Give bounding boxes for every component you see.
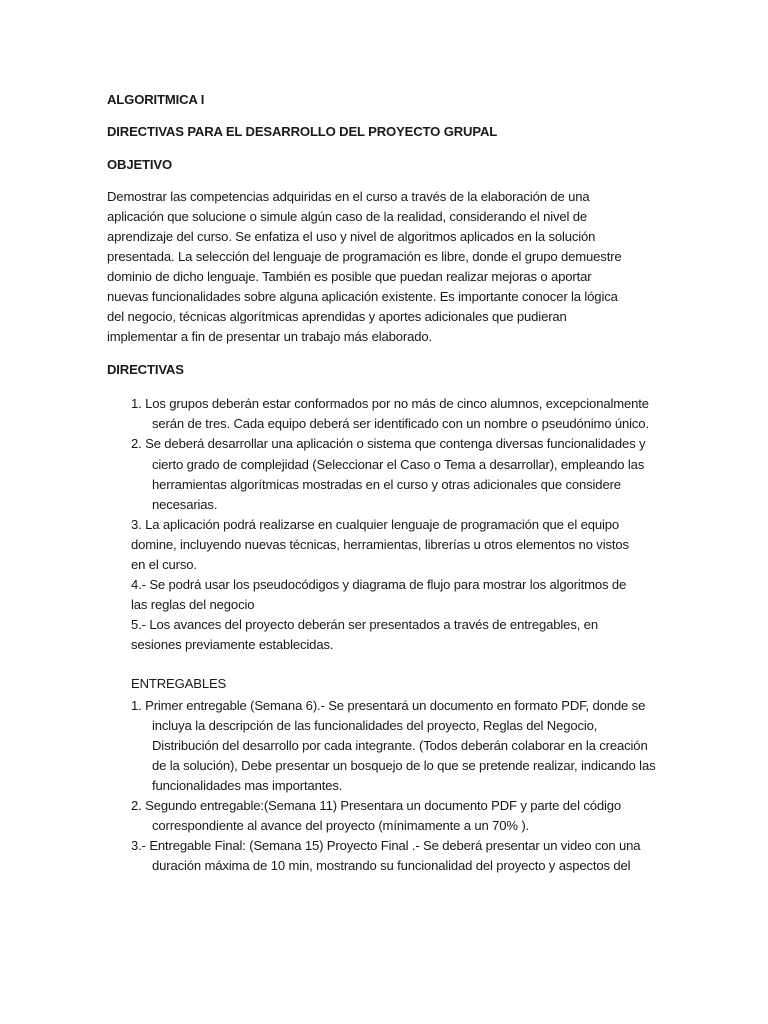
deliverable-line: correspondiente al avance del proyecto (mínimamente a un 70% ). [152,818,530,833]
deliverable-line: Distribución del desarrollo por cada integrante. (Todos deberán colaborar en la creación [152,738,648,753]
directive-line: herramientas algorítmicas mostradas en el curso y otras adicionales que considere [152,477,621,492]
objective-line: implementar a fin de presentar un trabajo más elaborado. [107,329,432,344]
directives-heading: DIRECTIVAS [107,362,184,377]
course-title: ALGORITMICA I [107,92,205,107]
directive-line: 3. La aplicación podrá realizarse en cualquier lenguaje de programación que el equipo [131,517,620,532]
deliverable-line: 3.- Entregable Final: (Semana 15) Proyecto Final .- Se deberá presentar un video con una [131,838,641,853]
objective-line: nuevas funcionalidades sobre alguna aplicación existente. Es importante conocer la lógica [107,289,618,304]
directive-line: domine, incluyendo nuevas técnicas, herramientas, librerías u otros elementos no vistos [131,537,629,552]
directive-line: 5.- Los avances del proyecto deberán ser presentados a través de entregables, en [131,617,598,632]
deliverable-line: duración máxima de 10 min, mostrando su funcionalidad del proyecto y aspectos del [152,858,631,873]
objective-heading: OBJETIVO [107,157,173,172]
deliverable-line: de la solución), Debe presentar un bosquejo de lo que se pretende realizar, indicando las [152,758,656,773]
objective-line: Demostrar las competencias adquiridas en el curso a través de la elaboración de una [107,189,590,204]
directive-line: serán de tres. Cada equipo deberá ser identificado con un nombre o pseudónimo único. [152,416,649,431]
directive-line: en el curso. [131,557,197,572]
objective-line: dominio de dicho lenguaje. También es posible que puedan realizar mejoras o aportar [107,269,592,284]
objective-line: del negocio, técnicas algorítmicas aprendidas y aportes adicionales que pudieran [107,309,567,324]
directive-line: necesarias. [152,497,218,512]
document-title: DIRECTIVAS PARA EL DESARROLLO DEL PROYECTO GRUPAL [107,124,498,139]
deliverables-heading: ENTREGABLES [131,676,227,691]
directive-line: las reglas del negocio [131,597,255,612]
directive-line: 1. Los grupos deberán estar conformados por no más de cinco alumnos, excepcionalmente [131,396,649,411]
deliverable-line: 1. Primer entregable (Semana 6).- Se presentará un documento en formato PDF, donde se [131,698,646,713]
deliverable-line: funcionalidades mas importantes. [152,778,343,793]
objective-line: aplicación que solucione o simule algún caso de la realidad, considerando el nivel de [107,209,588,224]
deliverable-line: incluya la descripción de las funcionalidades del proyecto, Reglas del Negocio, [152,718,598,733]
objective-line: aprendizaje del curso. Se enfatiza el uso y nivel de algoritmos aplicados en la solución [107,229,596,244]
objective-line: presentada. La selección del lenguaje de programación es libre, donde el grupo demuestre [107,249,622,264]
directive-line: cierto grado de complejidad (Seleccionar el Caso o Tema a desarrollar), empleando las [152,457,645,472]
deliverable-line: 2. Segundo entregable:(Semana 11) Presentara un documento PDF y parte del código [131,798,621,813]
directive-line: 4.- Se podrá usar los pseudocódigos y diagrama de flujo para mostrar los algoritmos de [131,577,627,592]
directive-line: sesiones previamente establecidas. [131,637,334,652]
directive-line: 2. Se deberá desarrollar una aplicación o sistema que contenga diversas funcionalidades y [131,436,646,451]
